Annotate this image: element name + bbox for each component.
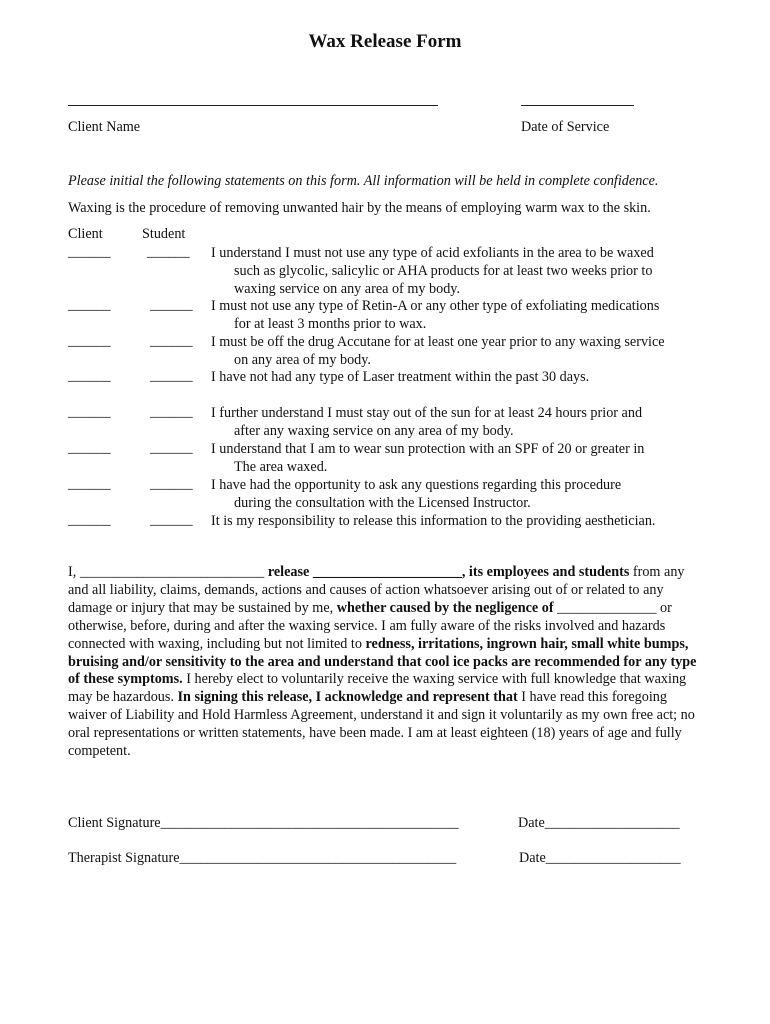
description-text: Waxing is the procedure of removing unwanted hair by the means of employing warm wax to the skin. — [68, 200, 651, 216]
client-initial-blank[interactable]: ______ — [68, 244, 111, 260]
statement-row — [0, 244, 770, 297]
date-of-service-line[interactable] — [521, 105, 634, 106]
student-column-header: Student — [142, 226, 186, 242]
client-initial-blank[interactable]: ______ — [68, 297, 111, 313]
releasor-name-blank[interactable]: __________________________ — [79, 564, 265, 580]
statement-row — [0, 333, 770, 369]
therapist-signature-label: Therapist Signature — [68, 850, 180, 866]
statement-row — [0, 476, 770, 512]
therapist-date-label: Date — [519, 850, 546, 866]
instruction-text: Please initial the following statements on this form. All information will be held in complete confidence. — [68, 173, 659, 189]
student-initial-blank[interactable]: ______ — [150, 297, 193, 313]
client-column-header: Client — [68, 226, 103, 242]
statement-text: It is my responsibility to release this information to the providing aesthetician. — [211, 513, 656, 529]
client-initial-blank[interactable]: ______ — [68, 476, 111, 492]
statement-row — [0, 440, 770, 476]
statement-text: I understand I must not use any type of acid exfoliants in the area to be waxed such as glycolic, salicylic or AHA products for at least two weeks prior to waxing service on any area of my body. — [211, 245, 654, 297]
negligence-party-blank[interactable]: ______________ — [557, 599, 657, 616]
date-of-service-label: Date of Service — [521, 119, 610, 135]
client-initial-blank[interactable]: ______ — [68, 512, 111, 528]
client-date-line[interactable]: ___________________ — [544, 815, 680, 831]
client-name-line[interactable] — [68, 105, 438, 106]
client-date — [518, 815, 680, 832]
student-initial-blank[interactable]: ______ — [150, 404, 193, 420]
client-signature-line[interactable]: __________________________________________ — [160, 815, 459, 831]
student-initial-blank[interactable]: ______ — [150, 476, 193, 492]
statement-text: I understand that I am to wear sun protection with an SPF of 20 or greater in The area waxed. — [211, 441, 645, 475]
statement-text: I further understand I must stay out of the sun for at least 24 hours prior and after any waxing service on any area of my body. — [211, 405, 643, 439]
therapist-signature-line[interactable]: _______________________________________ — [179, 850, 457, 866]
student-initial-blank[interactable]: ______ — [150, 440, 193, 456]
client-name-label: Client Name — [68, 119, 141, 135]
client-initial-blank[interactable]: ______ — [68, 440, 111, 456]
student-initial-blank[interactable]: ______ — [150, 333, 193, 349]
statement-text: I must be off the drug Accutane for at least one year prior to any waxing service on any area of my body. — [211, 334, 665, 368]
statement-text: I must not use any type of Retin-A or any other type of exfoliating medications for at least 3 months prior to wax. — [211, 298, 660, 332]
statement-row — [0, 404, 770, 440]
client-initial-blank[interactable]: ______ — [68, 333, 111, 349]
therapist-date — [519, 850, 681, 867]
student-initial-blank[interactable]: ______ — [147, 244, 190, 260]
student-initial-blank[interactable]: ______ — [150, 512, 193, 528]
client-initial-blank[interactable]: ______ — [68, 368, 111, 384]
therapist-date-line[interactable]: ___________________ — [545, 850, 681, 866]
statement-row — [0, 512, 770, 548]
student-initial-blank[interactable]: ______ — [150, 368, 193, 384]
form-title: Wax Release Form — [308, 31, 462, 52]
therapist-signature — [68, 850, 456, 867]
statement-row — [0, 368, 770, 404]
client-date-label: Date — [518, 815, 545, 831]
statement-text: I have had the opportunity to ask any questions regarding this procedure during the consultation with the Licensed Instructor. — [211, 477, 622, 511]
client-signature — [68, 815, 459, 832]
statement-row — [0, 297, 770, 333]
release-paragraph: I, __________________________ release _____________________, its employees and students from any and all liability, claims, demands, actions and causes of action whatsoever arising out of or related to any damage or injury that may be sustained by me, whether caused by the negligence of ______________ or otherwise, before, during and after the waxing service. I am fully aware of the risks involved and hazards connected with waxing, including but not limited to redness, irritations, ingrown hair, small white bumps, bruising and/or sensitivity to the area and understand that cool ice packs are recommended for any type of these symptoms. I hereby elect to voluntarily receive the waxing service with full knowledge that waxing may be hazardous. In signing this release, I acknowledge and represent that I have read this foregoing waiver of Liability and Hold Harmless Agreement, understand it and sign it voluntarily as my own free act; no oral representations or written statements, have been made. I am at least eighteen (18) years of age and fully competent. — [68, 564, 697, 760]
client-signature-label: Client Signature — [68, 815, 161, 831]
client-initial-blank[interactable]: ______ — [68, 404, 111, 420]
releasee-name-blank[interactable]: _____________________ — [312, 564, 462, 580]
statement-text: I have not had any type of Laser treatment within the past 30 days. — [211, 369, 590, 385]
